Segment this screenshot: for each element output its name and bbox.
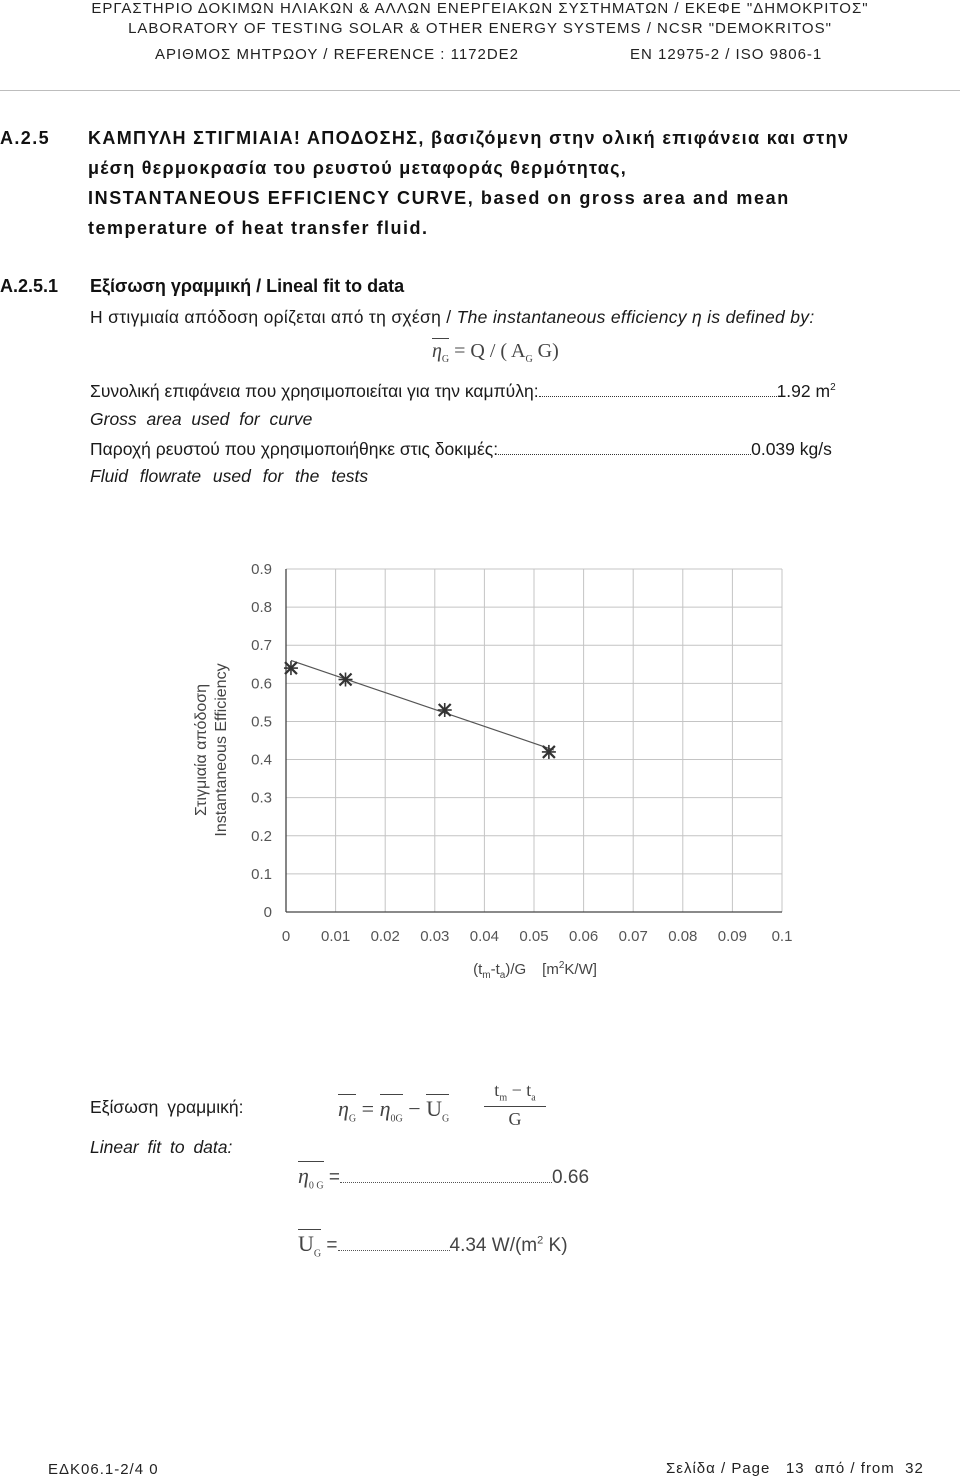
section-title-line-1: ΚΑΜΠΥΛΗ ΣΤΙΓΜΙΑΙΑ! ΑΠΟΔΟΣΗΣ, βασιζόμενη στην ολική επιφάνεια και στην xyxy=(88,128,850,148)
fit-eq-numerator: $t_m - t_a$ xyxy=(484,1080,546,1107)
x-tick-label: 0.05 xyxy=(519,928,549,945)
data-point xyxy=(438,703,452,717)
x-tick-label: 0.1 xyxy=(771,928,793,945)
definition-en: The instantaneous efficiency η is defined by: xyxy=(456,307,815,327)
x-tick-label: 0.07 xyxy=(618,928,648,945)
header-line-1: ΕΡΓΑΣΤΗΡΙΟ ΔΟΚΙΜΩΝ ΗΛΙΑΚΩΝ & ΑΛΛΩΝ ΕΝΕΡΓΕΙΑΚΩΝ ΣΥΣΤΗΜΑΤΩΝ / ΕΚΕΦΕ "ΔΗΜΟΚΡΙΤΟΣ" xyxy=(91,0,869,17)
y-tick-label: 0.7 xyxy=(251,637,272,655)
u-equals: = xyxy=(321,1235,338,1256)
y-tick-label: 0 xyxy=(263,904,272,921)
data-point xyxy=(284,661,298,675)
section-title-line-2: μέση θερμοκρασία του ρευστού μεταφοράς θερμότητας, xyxy=(88,158,627,178)
x-tick-label: 0.08 xyxy=(668,928,698,945)
area-unit: m xyxy=(815,381,831,401)
y-tick-label: 0.3 xyxy=(251,789,272,807)
u-value: 4.34 W/(m xyxy=(449,1235,538,1256)
flow-unit: kg/s xyxy=(799,439,832,459)
u-value-tail: K) xyxy=(543,1235,568,1256)
header-reference: ΑΡΙΘΜΟΣ ΜΗΤΡΩΟΥ / REFERENCE : 1172DE2 xyxy=(155,46,520,63)
eta0-symbol: $\eta_{0 G}$ xyxy=(298,1163,324,1192)
footer-total-pages: 32 xyxy=(905,1460,924,1477)
area-label-en: Gross area used for curve xyxy=(90,409,313,429)
flow-label-gr: Παροχή ρευστού που χρησιμοποιήθηκε στις δοκιμές: xyxy=(90,439,499,459)
eta0-leader-dots xyxy=(340,1170,552,1183)
footer-doc-code: ΕΔΚ06.1-2/4 0 xyxy=(48,1461,159,1478)
fit-eq-minus: − xyxy=(408,1096,427,1121)
area-value: 1.92 xyxy=(776,381,811,401)
y-axis-label-gr: Στιγμιαία απόδοση xyxy=(193,683,210,817)
x-tick-label: 0.02 xyxy=(370,928,400,945)
x-tick-label: 0.06 xyxy=(568,928,599,945)
y-tick-label: 0.4 xyxy=(251,751,272,769)
x-tick-label: 0 xyxy=(281,928,291,945)
x-tick-label: 0.09 xyxy=(717,928,748,945)
subsection-title: Εξίσωση γραμμική / Lineal fit to data xyxy=(90,276,405,296)
u-value-sup: 2 xyxy=(537,1234,544,1247)
flow-value: 0.039 xyxy=(751,439,795,459)
eta0-value: 0.66 xyxy=(552,1167,590,1188)
fit-eq-u: $U_G$ xyxy=(426,1096,450,1125)
section-number: A.2.5 xyxy=(0,128,51,148)
section-title-line-3: INSTANTANEOUS EFFICIENCY CURVE, based on gross area and mean xyxy=(88,188,790,208)
flow-label-en: Fluid flowrate used for the tests xyxy=(90,466,369,486)
eta0-row xyxy=(298,1163,589,1191)
fit-eq-denominator: G xyxy=(508,1108,522,1129)
fit-eq-eta: $\eta_G$ xyxy=(338,1096,357,1125)
u-symbol: $U_G$ xyxy=(298,1231,322,1260)
header-line-2: LABORATORY OF TESTING SOLAR & OTHER ENERGY SYSTEMS / NCSR "DEMOKRITOS" xyxy=(128,20,832,37)
data-point xyxy=(339,673,353,687)
y-tick-label: 0.6 xyxy=(251,675,272,693)
data-point xyxy=(542,745,556,759)
fit-equation xyxy=(338,1096,449,1124)
footer-page-number: 13 xyxy=(785,1460,805,1477)
x-tick-label: 0.01 xyxy=(320,928,351,945)
section-title-line-4: temperature of heat transfer fluid. xyxy=(88,218,429,238)
y-axis-label-en: Instantaneous Efficiency xyxy=(213,663,230,837)
y-tick-label: 0.2 xyxy=(251,827,272,845)
footer-pagination xyxy=(666,1460,924,1477)
x-tick-label: 0.03 xyxy=(420,928,450,945)
footer-of-label: από / from xyxy=(814,1460,895,1477)
subsection-number: A.2.5.1 xyxy=(0,276,59,296)
u-row xyxy=(298,1231,568,1259)
header-standard: EN 12975-2 / ISO 9806-1 xyxy=(630,46,823,63)
fit-label-en: Linear fit to data: xyxy=(90,1137,233,1157)
fit-line xyxy=(291,660,554,750)
fit-eq-fraction xyxy=(484,1080,546,1130)
y-tick-label: 0.9 xyxy=(251,561,272,578)
formula-sub: G xyxy=(525,354,533,365)
y-tick-label: 0.5 xyxy=(251,713,272,731)
formula-rhs: = Q / ( A xyxy=(454,340,526,362)
eta0-equals: = xyxy=(323,1167,341,1188)
u-leader-dots xyxy=(338,1238,450,1251)
area-unit-sup: 2 xyxy=(830,382,836,394)
footer-page-label: Σελίδα / Page xyxy=(666,1460,771,1477)
y-tick-label: 0.1 xyxy=(251,865,272,883)
formula-eta: $\eta_G$ xyxy=(432,340,450,365)
x-tick-label: 0.04 xyxy=(469,928,500,945)
formula-rhs-tail: G) xyxy=(532,340,559,362)
fit-eq-eta0: $\eta_{0G}$ xyxy=(379,1096,403,1125)
fit-eq-equals: = xyxy=(361,1096,380,1121)
definition-gr: Η στιγμιαία απόδοση ορίζεται από τη σχέση / xyxy=(90,307,452,327)
area-label-gr: Συνολική επιφάνεια που χρησιμοποιείται για την καμπύλη: xyxy=(90,381,539,401)
y-tick-label: 0.8 xyxy=(251,599,272,617)
x-axis-label: $(t_m-t_a)/G$ $[m^2K/W]$ xyxy=(473,960,597,981)
fit-label-gr: Εξίσωση γραμμική: xyxy=(90,1097,244,1117)
